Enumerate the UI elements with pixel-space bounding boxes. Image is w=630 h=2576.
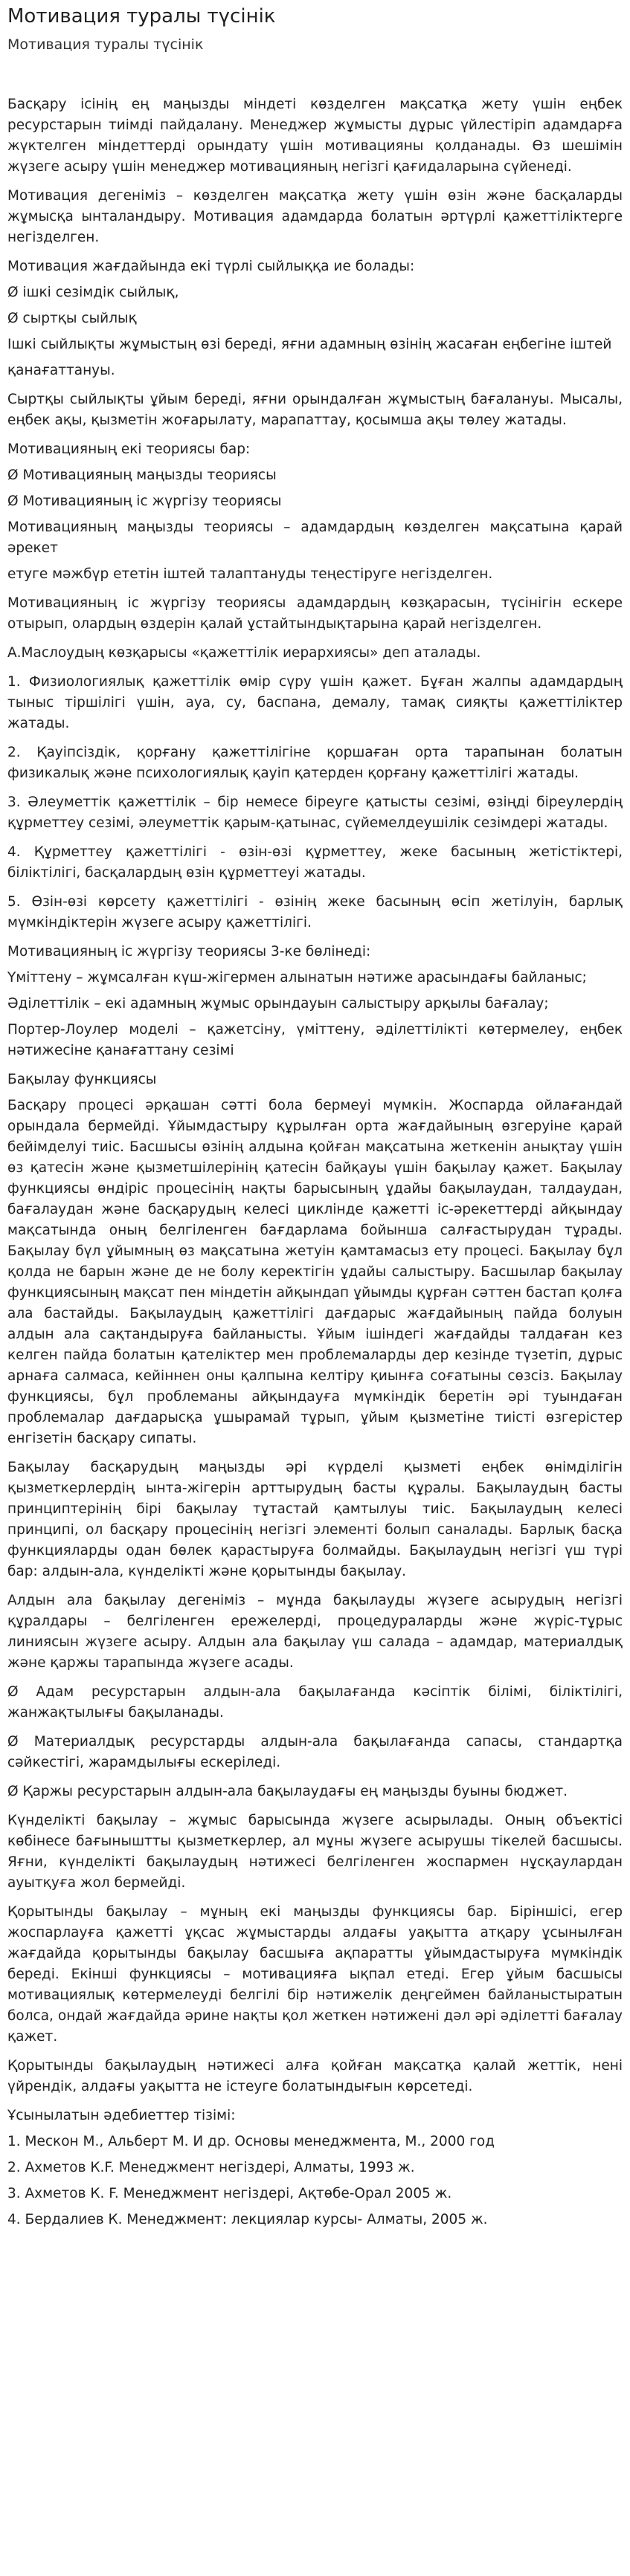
list-item: Ø Материалдық ресурстарды алдын-ала бақылағанда сапасы, стандартқа сәйкестігі, жарамдылығы ескеріледі. bbox=[7, 1734, 623, 1770]
list-item: Ø Қаржы ресурстарын алдын-ала бақылаудағы ең маңызды буыны бюджет. bbox=[7, 1784, 568, 1799]
references-title: Ұсынылатын әдебиеттер тізімі: bbox=[7, 2108, 236, 2123]
page-title: Мотивация туралы түсінік bbox=[7, 5, 276, 27]
paragraph: Қорытынды бақылау – мұның екі маңызды функциясы бар. Біріншісі, егер жоспарлауға қажетті ұқсас жұмыстарды алдағы уақытта атқару ұсынылған жағдайда қорытынды бақылау басшыға ақпаратты ұйымдастыруға мүмкіндік береді. Екінші функциясы – мотивацияға ықпал етеді. Егер ұйым басшысы мотивациялық көтермелеуді белгілі бір нәтижелік деңгеймен байланыстыратын болса, ондай жағдайда әрине нақты қол жеткен нәтижені дәл әрі әділетті бағалау қажет. bbox=[7, 1904, 623, 2045]
paragraph: Мотивацияның екі теориясы бар: bbox=[7, 441, 251, 457]
paragraph: Ішкі сыйлықты жұмыстың өзі береді, яғни адамның өзінің жасаған еңбегіне іштей bbox=[7, 337, 612, 352]
list-item: Ø Адам ресурстарын алдын-ала бақылағанда кәсіптік білімі, біліктілігі, жанжақтылығы бақыланады. bbox=[7, 1684, 623, 1721]
paragraph: қанағаттануы. bbox=[7, 363, 115, 378]
document-body bbox=[7, 94, 623, 2230]
list-item: Ø Мотивацияның маңызды теориясы bbox=[7, 467, 277, 483]
list-item: Үміттену – жұмсалған күш-жігермен алынатын нәтиже арасындағы байланыс; bbox=[7, 970, 587, 986]
paragraph: Мотивацияның іс жүргізу теориясы 3-ке бөлінеді: bbox=[7, 944, 371, 959]
list-item: Әділеттілік – екі адамның жұмыс орындауын салыстыру арқылы бағалау; bbox=[7, 996, 549, 1012]
paragraph: Бақылау басқарудың маңызды әрі күрделі қызметі еңбек өнімділігін қызметкерлердің ынта-жігерін арттырудың басты құралы. Бақылаудың басты принциптерінің бірі бақылау тұтастай қамтылуы тиіс. Бақылаудың келесі принципі, ол басқару процесінің негізгі элементі болып саналады. Барлық басқа функцияларды одан бөлек қарастыруға болмайды. Бақылаудың негізгі үш түрі бар: алдын-ала, күнделікті және қорытынды бақылау. bbox=[7, 1460, 623, 1579]
list-item: 3. Әлеуметтік қажеттілік – бір немесе біреуге қатысты сезімі, өзіңді біреулердің құрметтеу сезімі, әлеуметтік қарым-қатынас, сүйемелдеушілік сезімдері жатады. bbox=[7, 795, 623, 831]
paragraph: Мотивация дегеніміз – көзделген мақсатқа жету үшін өзін және басқаларды жұмысқа ынталандыру. Мотивация адамдарда болатын әртүрлі қажеттіліктерге негізделген. bbox=[7, 188, 623, 245]
list-item: 5. Өзін-өзі көрсету қажеттілігі - өзінің жеке басының өсіп жетілуін, барлық мүмкіндіктерін жүзеге асыру қажеттілігі. bbox=[7, 894, 623, 931]
list-item: Ø Мотивацияның іс жүргізу теориясы bbox=[7, 493, 282, 509]
list-item: 1. Физиологиялық қажеттілік өмір сүру үшін қажет. Бұған жалпы адамдардың тыныс тіршілігі үшін, ауа, су, баспана, демалу, тамақ сияқты қажеттіліктер жатады. bbox=[7, 674, 623, 731]
paragraph: Қорытынды бақылаудың нәтижесі алға қойған мақсатқа қалай жеттік, нені үйрендік, алдағы уақытта не істеуге болатындығын көрсетеді. bbox=[7, 2058, 623, 2094]
paragraph: Басқару ісінің ең маңызды міндеті көзделген мақсатқа жету үшін еңбек ресурстарын тиімді пайдалану. Менеджер жұмысты дұрыс үйлестіріп адамдарға жүктелген міндеттерді орындату үшін мотивацияны қолданады. Өз шешімін жүзеге асыру үшін менеджер мотивацияның негізгі қағидаларына сүйенеді. bbox=[7, 97, 623, 175]
page-subtitle: Мотивация туралы түсінік bbox=[7, 36, 204, 53]
paragraph: Күнделікті бақылау – жұмыс барысында жүзеге асырылады. Оның объектісі көбінесе бағыныштты қызметкерлер, ал мұны жүзеге асырушы тікелей басшысы. Яғни, күнделікті бақылаудың нәтижесі белгіленген жоспармен нұсқаулардан ауытқуға жол бермейді. bbox=[7, 1813, 623, 1891]
list-item: Ø сыртқы сыйлық bbox=[7, 311, 137, 326]
paragraph: А.Маслоудың көзқарысы «қажеттілік иерархиясы» деп аталады. bbox=[7, 645, 481, 661]
paragraph: Басқару процесі әрқашан сәтті бола бермеуі мүмкін. Жоспарда ойлағандай орындала бермейді. Ұйымдастыру құрылған орта жағдайының өзгеруіне қарай бейімделуі тиіс. Басшысы өзінің алдына қойған мақсатына жеткенін анықтау үшін өз қатесін және қызметшілерінің қатесін байқауы үшін бақылау қажет. Бақылау функциясы өндіріс процесінің нақты барысының ұдайы бақылаудан, талдаудан, бағалаудан және басқарудың келесі циклінде қажетті іс-әрекеттерді айқындау мақсатында оның белгіленген бағдарлама бойынша салғастырудан тұрады. Бақылау бүл ұйымның өз мақсатына жетуін қамтамасыз ету процесі. Бақылау бұл қолда не барын және де не болу керектігін ұдайы салыстыру. Басшылар бақылау функциясының мақсат пен міндетін айқындап ұйымды құрған сәттен бастап қолға ала бастайды. Бақылаудың қажеттілігі дағдарыс жағдайының пайда болуын алдын ала сақтандыруға байланысты. Ұйым ішіндегі жағдайды талдаған кез келген пайда болатын қателіктер мен проблемаларды дер кезінде түзетіп, дұрыс арнаға салмаса, кейіннен оны қалпына келтіру қиынға соғатыны сөзсіз. Бақылау функциясы, бұл проблеманы айқындауға мүмкіндік беретін әрі туындаған проблемалар дағдарысқа ұшырамай тұрып, ұйым қызметіне тиісті өзгерістер енгізетін басқару сипаты. bbox=[7, 1098, 623, 1446]
reference-item: 3. Ахметов К. F. Менеджмент негіздері, Ақтөбе-Орал 2005 ж. bbox=[7, 2186, 452, 2201]
list-item: Ø ішкі сезімдік сыйлық, bbox=[7, 285, 179, 300]
paragraph: Мотивацияның маңызды теориясы – адамдардың көзделген мақсатына қарай әрекет bbox=[7, 520, 623, 556]
paragraph: Алдын ала бақылау дегеніміз – мұнда бақылауды жүзеге асырудың негізгі құралдары – белгіленген ережелерді, процедураларды және жүріс-тұрыс линиясын жүзеге асыру. Алдын ала бақылау үш салада – адамдар, материалдық және қаржы тарапында жүзеге асады. bbox=[7, 1593, 623, 1671]
reference-item: 1. Мескон М., Альберт М. И др. Основы менеджмента, М., 2000 год bbox=[7, 2134, 495, 2149]
paragraph: Мотивацияның іс жүргізу теориясы адамдардың көзқарасын, түсінігін ескере отырып, олардың өздерін қалай ұстайтындықтарына қарай негізделген. bbox=[7, 595, 623, 632]
paragraph: етуге мәжбүр ететін іштей талаптануды теңестіруге негізделген. bbox=[7, 566, 493, 582]
reference-item: 4. Бердалиев К. Менеджмент: лекциялар курсы- Алматы, 2005 ж. bbox=[7, 2212, 488, 2227]
list-item: 4. Құрметтеу қажеттілігі - өзін-өзі құрметтеу, жеке басының жетістіктері, біліктілігі, басқалардың өзін құрметтеуі жатады. bbox=[7, 844, 623, 881]
list-item: 2. Қауіпсіздік, қорғану қажеттілігіне қоршаған орта тарапынан болатын физикалық және психологиялық қауіп қатерден қорғану қажеттілігі жатады. bbox=[7, 745, 623, 781]
reference-item: 2. Ахметов К.F. Менеджмент негіздері, Алматы, 1993 ж. bbox=[7, 2160, 415, 2175]
paragraph: Сыртқы сыйлықты ұйым береді, яғни орындалған жұмыстың бағалануы. Мысалы, еңбек ақы, қызметін жоғарылату, марапаттау, қосымша ақы төлеу жатады. bbox=[7, 392, 623, 428]
list-item: Портер-Лоулер моделі – қажетсіну, үміттену, әділеттілікті көтермелеу, еңбек нәтижесіне қанағаттану сезімі bbox=[7, 1022, 623, 1058]
section-heading: Бақылау функциясы bbox=[7, 1072, 157, 1087]
paragraph: Мотивация жағдайында екі түрлі сыйлыққа ие болады: bbox=[7, 259, 415, 274]
